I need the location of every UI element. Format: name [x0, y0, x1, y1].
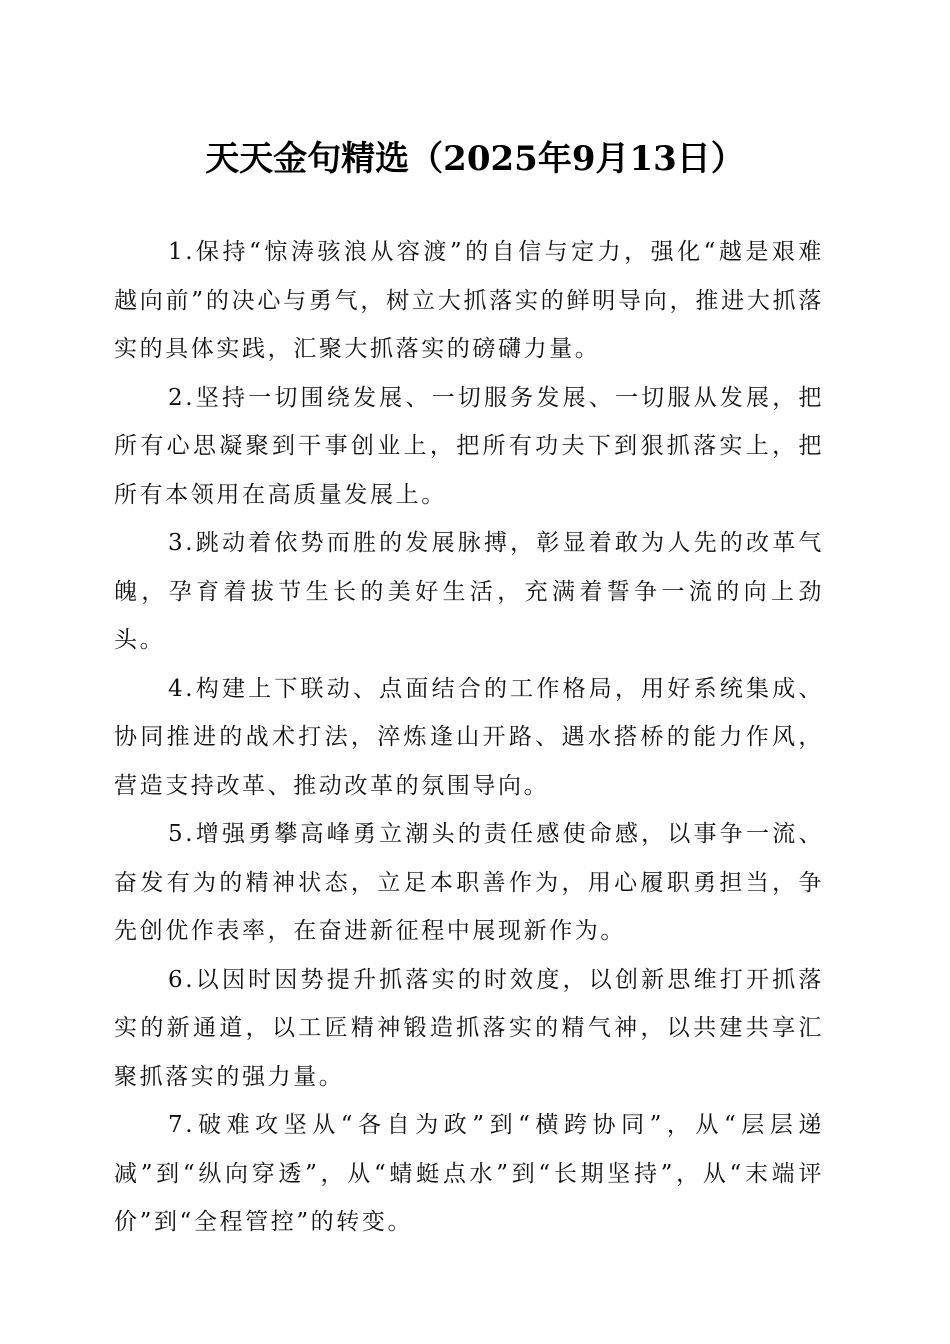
document-title: 天天金句精选（2025年9月13日） — [205, 139, 745, 179]
quote-paragraph-2: 2.坚持一切围绕发展、一切服务发展、一切服从发展，把所有心思凝聚到干事创业上，把所有功夫下到狠抓落实上，把所有本领用在高质量发展上。 — [114, 384, 824, 508]
quote-paragraph-6: 6.以因时因势提升抓落实的时效度，以创新思维打开抓落实的新通道，以工匠精神锻造抓落实的精气神，以共建共享汇聚抓落实的强力量。 — [114, 966, 824, 1090]
quote-paragraph-4: 4.构建上下联动、点面结合的工作格局，用好系统集成、协同推进的战术打法，淬炼逢山开路、遇水搭桥的能力作风，营造支持改革、推动改革的氛围导向。 — [114, 675, 824, 799]
quote-paragraph-1: 1.保持“惊涛骇浪从容渡”的自信与定力，强化“越是艰难越向前”的决心与勇气，树立大抓落实的鲜明导向，推进大抓落实的具体实践，汇聚大抓落实的磅礴力量。 — [114, 239, 824, 362]
document-body — [114, 228, 824, 1247]
quote-paragraph-3: 3.跳动着依势而胜的发展脉搏，彰显着敢为人先的改革气魄，孕育着拔节生长的美好生活，充满着誓争一流的向上劲头。 — [114, 530, 824, 653]
quote-paragraph-5: 5.增强勇攀高峰勇立潮头的责任感使命感，以事争一流、奋发有为的精神状态，立足本职善作为，用心履职勇担当，争先创优作表率，在奋进新征程中展现新作为。 — [114, 821, 824, 944]
quote-paragraph-7: 7.破难攻坚从“各自为政”到“横跨协同”，从“层层递减”到“纵向穿透”，从“蜻蜓点水”到“长期坚持”，从“末端评价”到“全程管控”的转变。 — [114, 1112, 824, 1235]
